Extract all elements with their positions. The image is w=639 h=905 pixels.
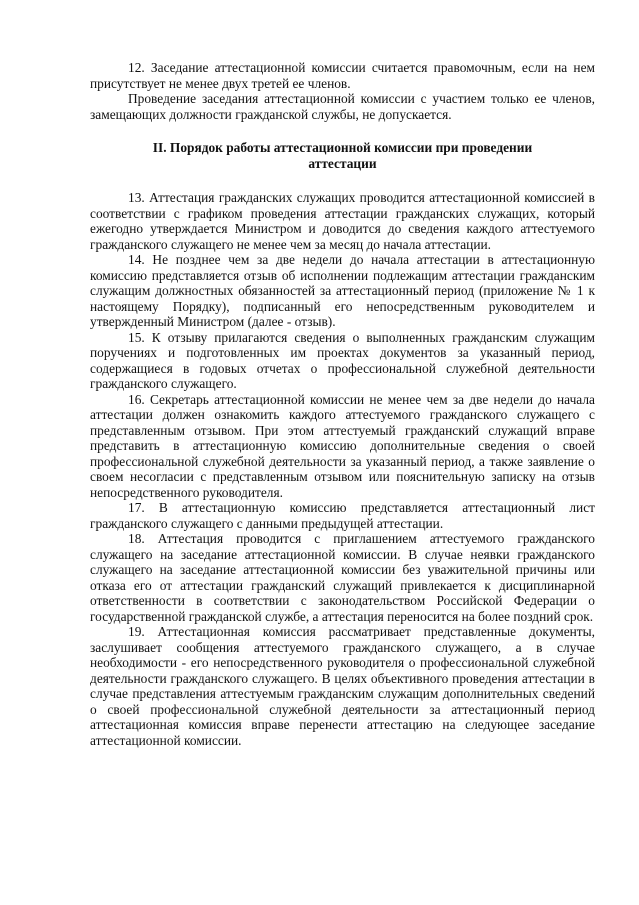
paragraph-18: 18. Аттестация проводится с приглашением аттестуемого гражданского служащего на заседание аттестационной комиссии. В случае неявки гражданского служащего на заседание аттестационной комиссии без уважительной причины или отказа его от аттестации гражданский служащий привлекается к дисциплинарной ответственности в соответствии с законодательством Российской Федерации о государственной гражданской службе, а аттестация переносится на более поздний срок. — [90, 531, 595, 624]
paragraph-17: 17. В аттестационную комиссию представляется аттестационный лист гражданского служащего с данными предыдущей аттестации. — [90, 500, 595, 531]
paragraph-16: 16. Секретарь аттестационной комиссии не менее чем за две недели до начала аттестации должен ознакомить каждого аттестуемого гражданского служащего с представленным отзывом. При этом аттестуемый гражданский служащий вправе представить в аттестационную комиссию дополнительные сведения о своей профессиональной служебной деятельности за указанный период, а также заявление о своем несогласии с представленным отзывом или пояснительную записку на отзыв непосредственного руководителя. — [90, 391, 595, 500]
paragraph-12-continuation: Проведение заседания аттестационной комиссии с участием только ее членов, замещающих должности гражданской службы, не допускается. — [90, 91, 595, 122]
paragraph-19: 19. Аттестационная комиссия рассматривает представленные документы, заслушивает сообщения аттестуемого гражданского служащего, а в случае необходимости - его непосредственного руководителя о профессиональной служебной деятельности гражданского служащего. В целях объективного проведения аттестации в случае представления аттестуемым гражданским служащим дополнительных сведений о своей профессиональной служебной деятельности за аттестационный период аттестационная комиссия вправе перенести аттестацию на следующее заседание аттестационной комиссии. — [90, 624, 595, 748]
paragraph-14: 14. Не позднее чем за две недели до начала аттестации в аттестационную комиссию представляется отзыв об исполнении подлежащим аттестации гражданским служащим должностных обязанностей за аттестационный период (приложение № 1 к настоящему Порядку), подписанный его непосредственным руководителем и утвержденный Министром (далее - отзыв). — [90, 252, 595, 329]
section-heading: II. Порядок работы аттестационной комиссии при проведении аттестации — [152, 140, 533, 171]
paragraph-13: 13. Аттестация гражданских служащих проводится аттестационной комиссией в соответствии с графиком проведения аттестации гражданских служащих, который ежегодно утверждается Министром и доводится до сведения каждого аттестуемого гражданского служащего не менее чем за месяц до начала аттестации. — [90, 190, 595, 252]
document-body — [90, 60, 595, 748]
paragraph-12: 12. Заседание аттестационной комиссии считается правомочным, если на нем присутствует не менее двух третей ее членов. — [90, 60, 595, 91]
paragraph-15: 15. К отзыву прилагаются сведения о выполненных гражданским служащим поручениях и подготовленных им проектах документов за указанный период, содержащиеся в годовых отчетах о профессиональной служебной деятельности гражданского служащего. — [90, 329, 595, 391]
